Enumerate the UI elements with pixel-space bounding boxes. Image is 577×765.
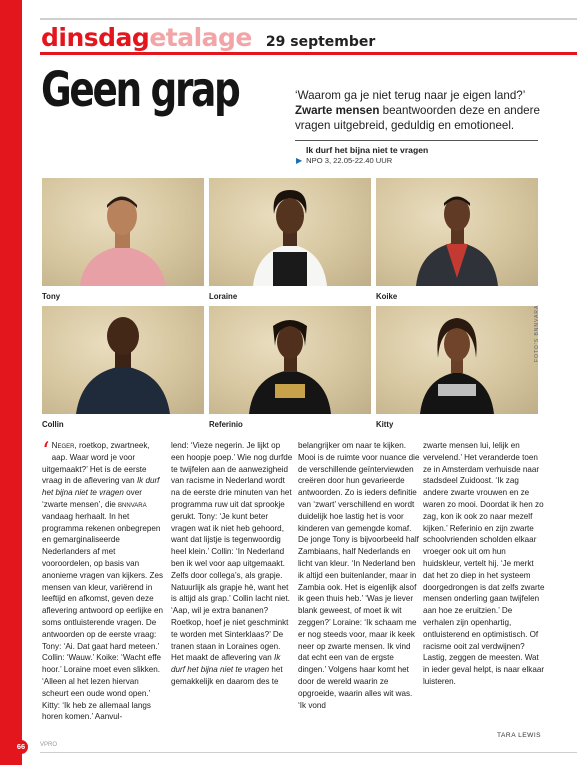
- photo-referinio: [209, 306, 371, 414]
- body-text: belangrijker om naar te kijken. Mooi is de ruimte voor nuance die de verschillende geïnterviewden creëren door hun gevarieerde antwoorden. Zo is ieders definitie van ‘zwart’ verschillend en wordt duidelijk hoe lastig het is voor kinderen van gemengde komaf. De jonge Tony is bijvoorbeeld half Zambiaans, half Nederlands en licht van kleur. ‘In Nederland ben ik altijd een buitenlander, maar in Zambia ook. Het is eigenlijk alsof ik geen thuis heb.’ ‘Was je liever blank geweest, of moet ik wit zeggen?’ Loraine: ‘Ik schaam me er nog steeds voor, maar ik keek neer op zwarte mensen. Ik vind dat echt een van de ergste dingen.’ Volgens haar komt het door de wereld waarin ze opgroeide, waarin alles wit was. ‘Ik vond: [298, 441, 420, 710]
- body-column-2: [171, 440, 293, 688]
- intro-rest: beantwoorden deze en andere vragen uitgebreid, geduldig en emotioneel.: [295, 104, 540, 132]
- photo-caption: Loraine: [209, 292, 238, 301]
- photo-credit: FOTO'S BNNVARA: [534, 304, 540, 362]
- program-title-italic: Ik durf het bijna niet te vragen: [171, 653, 281, 675]
- intro-bold: Zwarte mensen: [295, 104, 380, 117]
- portrait-figure: [42, 306, 204, 414]
- portrait-figure: [42, 178, 204, 286]
- red-side-bar: [0, 0, 22, 765]
- portrait-figure: [376, 178, 538, 286]
- show-broadcast-info: [296, 156, 392, 165]
- article-title: Geen grap: [41, 62, 239, 118]
- body-column-4: [423, 440, 545, 688]
- section-header: [41, 23, 375, 53]
- broadcaster-name: bnnvara: [118, 499, 147, 509]
- photo-koike: [376, 178, 538, 286]
- header-red-rule: [40, 52, 577, 55]
- photo-caption: Koike: [376, 292, 398, 301]
- photo-caption: Kitty: [376, 420, 394, 429]
- portrait-figure: [209, 178, 371, 286]
- portrait-figure: [376, 306, 538, 414]
- portrait-figure: [209, 306, 371, 414]
- photo-caption: Collin: [42, 420, 64, 429]
- intro-divider: [295, 140, 538, 141]
- body-text: het gemakkelijk en daarom des te: [171, 665, 283, 686]
- show-info-text: NPO 3, 22.05-22.40 UUR: [306, 156, 393, 165]
- body-column-3: [298, 440, 420, 711]
- body-text: lend: ‘Vieze negerin. Je lijkt op een hoopje poep.’ Wie nog durfde te twijfelen aan de aanwezigheid van racisme in Nederland wordt na de eerste drie minuten van het programma ruw uit dat sprookje gerukt. Tony: ‘Je kunt beter vragen wat ik niet heb gehoord, want dat lijstje is tegenwoordig heel klein.’ Collin: ‘In Nederland ben ik wel voor aap uitgemaakt. Zelfs door collega’s, als grapje. Natuurlijk als grapje hè, want het is altijd als grap.’ Collin lacht niet. ‘Aap, wil je extra bananen? Roetkop, hoef je niet geschminkt te worden met Sinterklaas?’ De tranen staan in Loraines ogen. Het maakt de aflevering van: [171, 441, 293, 663]
- body-text: , roetkop, zwartneek, aap. Waar word je voor uitgemaakt?’ Het is de eerste vraag in de aflevering van: [42, 441, 150, 486]
- body-text: over ‘zwarte mensen’, die: [42, 488, 142, 509]
- show-title: Ik durf het bijna niet te vragen: [306, 145, 429, 155]
- bottom-divider: [40, 752, 577, 753]
- top-divider: [40, 18, 577, 20]
- photo-loraine: [209, 178, 371, 286]
- author-byline: TARA LEWIS: [497, 732, 542, 739]
- drop-quote-mark: ‘: [42, 437, 50, 465]
- photo-kitty: [376, 306, 538, 414]
- program-title-italic: Ik durf het bijna niet te vragen: [42, 476, 160, 498]
- magazine-name: VPRO: [40, 742, 58, 748]
- lead-word: Neger: [51, 441, 75, 450]
- intro-question: ‘Waarom ga je niet terug naar je eigen land?’: [295, 89, 526, 102]
- photo-caption: Referinio: [209, 420, 243, 429]
- body-column-1: [42, 437, 164, 723]
- photo-collin: [42, 306, 204, 414]
- play-triangle-icon: ▶: [296, 156, 303, 165]
- section-name-part1: dinsdag: [41, 23, 150, 52]
- photo-tony: [42, 178, 204, 286]
- article-intro: [295, 88, 565, 133]
- body-text: vandaag herhaalt. In het programma rekenen onbegrepen en gemarginaliseerde Nederlanders af met vooroordelen, op basis van anonieme vragen van kijkers. Zes mensen van kleur, variërend in leeftijd en afkomst, geven deze aflevering antwoord op eerlijke en soms ontluisterende vragen. De antwoorden op de eerste vraag: Tony: ‘Ai. Dat gaat hard meteen.’ Collin: ‘Wauw.’ Koike: ‘Wacht effe hoor.’ Loraine moet even slikken. ‘Alleen al het lezen hiervan scheurt een oude wond open.’ Kitty: ‘Ik heb ze allemaal langs horen komen.’ Aanvul-: [42, 511, 164, 722]
- page-number: 66: [14, 740, 28, 754]
- body-text: zwarte mensen lui, lelijk en vervelend.’ Het veranderde toen ze in Amsterdam verhuisde naar stadsdeel Zuidoost. ‘Ik zag andere zwarte vrouwen en ze waren zo mooi. Doordat ik hen zo zag, kon ik ook zo naar mezelf kijken.’ Referinio en zijn zwarte schoolvrienden scholden elkaar vroeger ook uit om hun huidskleur, vertelt hij. ‘Je merkt dat het zo diep in het systeem doorgedrongen is dat zelfs zwarte mensen onderling gaan twijfelen aan hoe ze eruitzien.’ De verhalen zijn openhartig, ontluisterend en optimistisch. Of racisme ooit zal verdwijnen? Lastig, zeggen de meesten. Wat in ieder geval helpt, is naar elkaar luisteren.: [423, 441, 545, 686]
- photo-caption: Tony: [42, 292, 61, 301]
- section-name-part2: etalage: [149, 23, 252, 52]
- issue-date: 29 september: [265, 34, 376, 50]
